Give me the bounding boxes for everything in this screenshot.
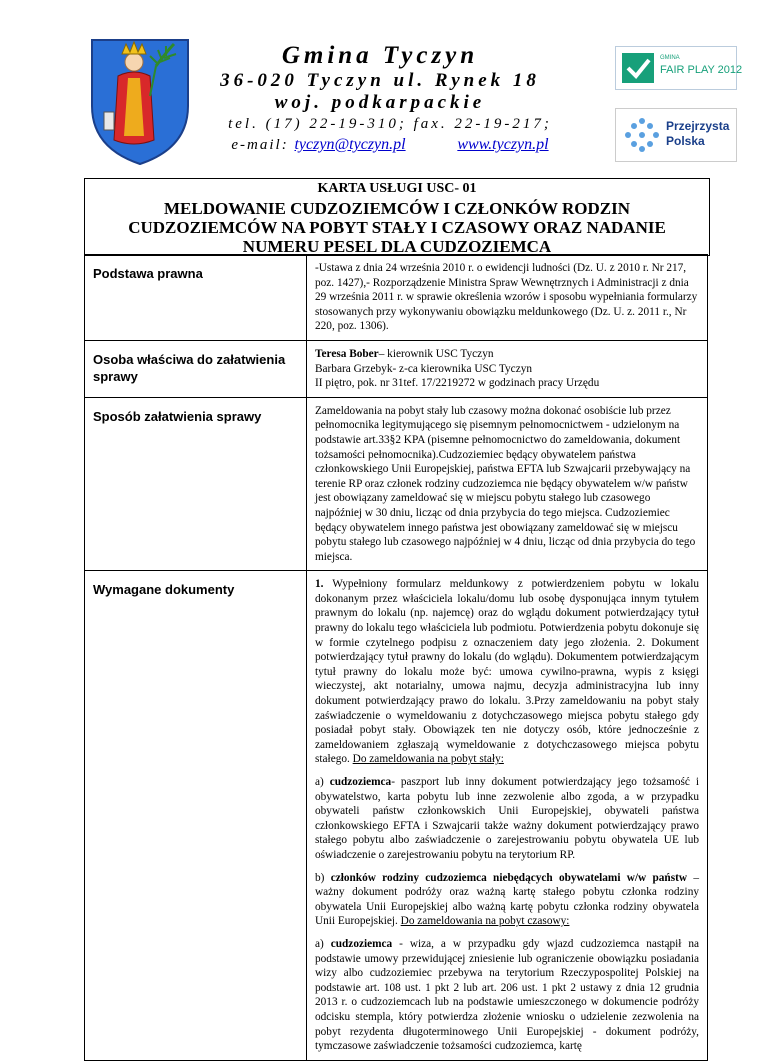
legal-basis-text: -Ustawa z dnia 24 września 2010 r. o ewidencji ludności (Dz. U. z 2010 r. Nr 217, poz. 1427),- Rozporządzenie Ministra Spraw Wewnętrznych i Administracji z dnia 29 września 2011 r. w sprawie określenia wzorów i sposobu wypełniania formularzy stosowanych przy wykonywaniu obowiązku meldunkowego (Dz. U. z. 2011 r., Nr 220, poz. 1306). (307, 255, 708, 341)
email-link[interactable]: tyczyn@tyczyn.pl (294, 136, 406, 153)
paragraph-text: – ważny dokument podróży oraz ważną kartę stałego pobytu członka rodziny obywatela Unii Europejskiej albo ważną kartę pobytu członka rodziny obywatela Unii Europejskiej. (315, 871, 699, 928)
temporary-stay-heading: Do zameldowania na pobyt czasowy: (400, 915, 570, 928)
procedure-label: Sposób załatwienia sprawy (85, 397, 307, 571)
card-header (84, 178, 710, 256)
required-paragraph-3 (315, 871, 699, 929)
item-prefix: b) (315, 871, 331, 884)
item-bold: cudzoziemca (330, 937, 393, 950)
fair-play-small: GMINA (660, 55, 680, 61)
responsible-role: – kierownik USC Tyczyn (378, 347, 494, 360)
card-label: KARTA USŁUGI USC- 01 (317, 181, 477, 196)
item-prefix: a) (315, 937, 331, 950)
service-table (84, 254, 708, 1061)
row-required-documents (85, 571, 708, 1060)
fair-play-text: FAIR PLAY 2012 (660, 64, 743, 76)
paragraph-text: Wypełniony formularz meldunkowy z potwierdzeniem pobytu w lokalu dokonanym przez właściciela lokalu/domu lub osobę dysponująca innym tytułem prawnym do lokalu (np. najemcę) oraz do wglądu dokument potwierdzający tytuł prawny do lokalu tego właściciela lub podmiotu. Potwierdzenia pobytu dokonuje się w formie czytelnego podpisu z oznaczeniem daty jego złożenia. 2. Dokument potwierdzający tytuł prawny do lokalu (do wglądu). Dokumentem potwierdzającym tytuł prawny do lokalu może być: umowa cywilno-prawna, wypis z księgi wieczystej, akt notarialny, umowa najmu, decyzja administracyjna lub inny dokument potwierdzający prawo do lokalu. 3.Przy zameldowaniu na pobyt stały zaświadczenie o wymeldowaniu z dotychczasowego miejsca pobytu stałego gdy posiadał pobyt stały. Obowiązek ten nie dotyczy osób, które jednocześnie z zameldowaniem zgłaszają wymeldowanie z dotychczasowego miejsca pobytu stałego. (315, 578, 699, 766)
fair-play-badge (615, 46, 743, 90)
website-link[interactable]: www.tyczyn.pl (457, 136, 549, 153)
email-label: e-mail: (231, 137, 289, 153)
responsible-person-label: Osoba właściwa do załatwienia sprawy (85, 340, 307, 397)
card-title: MELDOWANIE CUDZOZIEMCÓW I CZŁONKÓW RODZIN CUDZOZIEMCÓW NA POBYT STAŁY I CZASOWY ORAZ NADANIE NUMERU PESEL DLA CUDZOZIEMCA (128, 199, 666, 256)
municipality-name: Gmina Tyczyn (281, 42, 479, 69)
permanent-stay-heading: Do zameldowania na pobyt stały: (352, 753, 504, 766)
deputy-line: Barbara Grzebyk- z-ca kierownika USC Tyczyn (315, 362, 533, 375)
voivodeship: woj. podkarpackie (274, 92, 486, 113)
contact-line (130, 136, 650, 154)
paragraph-text: - paszport lub inny dokument potwierdzający jego tożsamość i obywatelstwo, karta pobytu lub inne zezwolenie albo zgoda, a w przypadku obywateli państw członkowskich Unii Europejskiej, obywateli państwa członkowskiego EFTA i Szwajcarii także ważny dokument potwierdzający prawo stałego pobytu albo zaświadczenie o zarejestrowaniu pobytu obywatela UE lub oświadczenie o zarejestrowaniu pobytu na terytorium RP. (315, 776, 699, 861)
item-bold: członków rodziny cudzoziemca niebędących obywatelami w/w państw (330, 871, 688, 884)
address: 36-020 Tyczyn ul. Rynek 18 (220, 70, 540, 91)
item-number: 1. (315, 578, 324, 591)
row-legal-basis (85, 255, 708, 341)
polska-text: Polska (666, 134, 705, 148)
required-paragraph-4 (315, 937, 699, 1054)
item-bold: cudzoziemca (329, 776, 392, 788)
required-documents-label: Wymagane dokumenty (85, 571, 307, 1060)
required-paragraph-2 (315, 775, 699, 863)
przejrzysta-text: Przejrzysta (666, 119, 730, 133)
row-procedure (85, 397, 708, 571)
row-responsible-person (85, 340, 708, 397)
przejrzysta-polska-badge (615, 108, 737, 162)
legal-basis-label: Podstawa prawna (85, 255, 307, 341)
dots-logo-icon (624, 117, 660, 153)
responsible-name: Teresa Bober (315, 347, 379, 360)
required-documents-text (307, 571, 708, 1060)
phone-fax: tel. (17) 22-19-310; fax. 22-19-217; (228, 116, 552, 132)
procedure-text: Zameldowania na pobyt stały lub czasowy można dokonać osobiście lub przez pełnomocnika legitymującego się pisemnym pełnomocnictwem - udzielonym na podstawie art.33§2 KPA (pisemne pełnomocnictwo do zameldowania, dokument tożsamości pełnomocnika).Cudzoziemiec będący obywatelem państwa członkowskiego Unii Europejskiej, państwa EFTA lub Szwajcarii przebywający na terenie RP oraz członek rodziny cudzoziemca nie będący obywatelem w/w państw jest obowiązany zameldować się w miejscu pobytu stałego lub czasowego najpóźniej w 30 dniu, licząc od dnia przybycia do tego miejsca. Cudzoziemiec będący obywatelem innego państwa jest obowiązany zameldować się w miejscu pobytu stałego lub czasowego najpóźniej w 4 dniu, licząc od dnia przybycia do tego miejsca. (307, 397, 708, 571)
checkmark-icon (622, 53, 654, 83)
responsible-person-text (307, 340, 708, 397)
paragraph-text: - wiza, a w przypadku gdy wjazd cudzoziemca nastąpił na podstawie umowy przewidującej zniesienie lub ograniczenie obowiązku posiadania wizy albo cudzoziemiec przebywa na terytorium Rzeczypospolitej Polskiej na podstawie art. 108 ust. 1 pkt 2 lub art. 206 ust. 1 pkt 2 ustawy z dnia 12 grudnia 2013 r. o cudzoziemcach lub na podstawie umieszczonego w dokumencie podróży odcisku stempla, który potwierdza złożenie wniosku o udzielenie zezwolenia na pobyt rezydenta długoterminowego Unii Europejskiej - dokument podróży, tymczasowe zaświadczenie tożsamości cudzoziemca, kartę (315, 937, 699, 1053)
item-prefix: a) (315, 776, 330, 788)
room-line: II piętro, pok. nr 31tef. 17/2219272 w godzinach pracy Urzędu (315, 377, 600, 390)
required-paragraph-1 (315, 577, 699, 767)
